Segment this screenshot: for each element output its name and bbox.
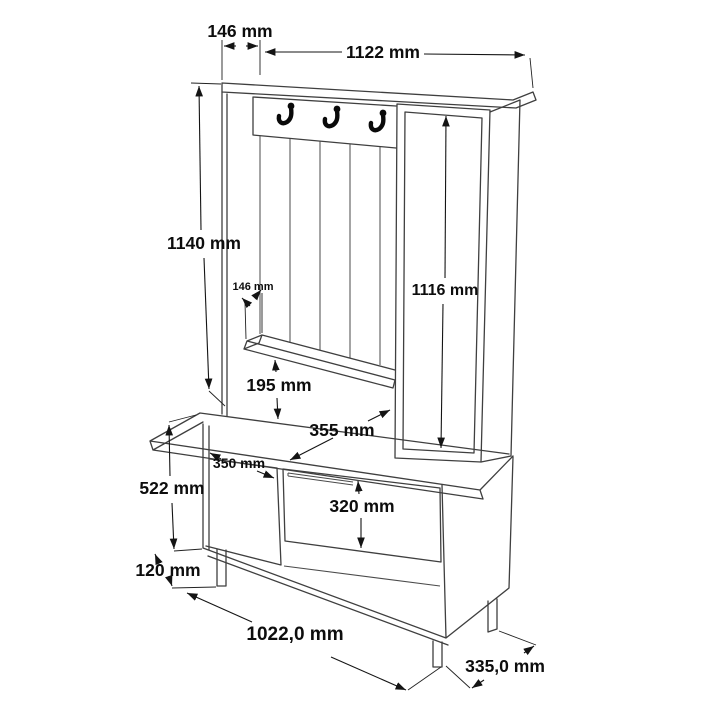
dim-label-shelf-depth: 146 mm: [232, 281, 274, 293]
dim-label-top-depth: 146 mm: [207, 21, 273, 41]
top-shelf: [222, 83, 536, 108]
right-side-panel: [481, 100, 520, 462]
open-shoe-compartment: [284, 566, 440, 586]
dim-label-cabinet-depth-top: 355 mm: [309, 420, 375, 440]
dim-open-door-height: [329, 481, 394, 548]
back-panel-slats: [260, 136, 380, 365]
dim-label-total-width: 1122 mm: [346, 42, 420, 62]
dim-label-mirror-door-height: 1116 mm: [411, 282, 479, 299]
dim-cabinet-depth-top: [290, 410, 390, 460]
coat-hook-icon: [371, 110, 387, 131]
dim-label-leg-height: 120 mm: [135, 560, 201, 580]
dim-top-depth: [207, 21, 272, 80]
dim-label-base-depth: 335,0 mm: [465, 656, 545, 676]
dim-shelf-depth: [233, 281, 274, 339]
dim-mirror-door-height: [412, 116, 479, 448]
dim-label-left-door-width: 350 mm: [212, 455, 266, 471]
dim-upper-height: [167, 83, 241, 406]
dim-cabinet-height: [139, 415, 204, 551]
dim-base-depth: [446, 631, 545, 688]
dim-leg-height: [135, 554, 216, 588]
dim-total-width: [265, 42, 533, 88]
coat-hook-icon: [325, 106, 341, 127]
coat-hook-icon: [279, 103, 295, 124]
legs: [217, 549, 497, 667]
dim-label-open-door-height: 320 mm: [329, 496, 395, 516]
dim-label-upper-height: 1140 mm: [167, 233, 241, 253]
dim-shelf-gap: [246, 360, 311, 419]
dim-label-shelf-gap: 195 mm: [246, 375, 312, 395]
dim-base-width: [187, 593, 441, 690]
dim-left-door-width: [210, 453, 274, 478]
coat-hooks: [279, 103, 387, 131]
back-panel-left-edge: [222, 92, 227, 416]
dim-label-cabinet-height: 522 mm: [139, 478, 205, 498]
dim-label-base-width: 1022,0 mm: [246, 624, 344, 645]
